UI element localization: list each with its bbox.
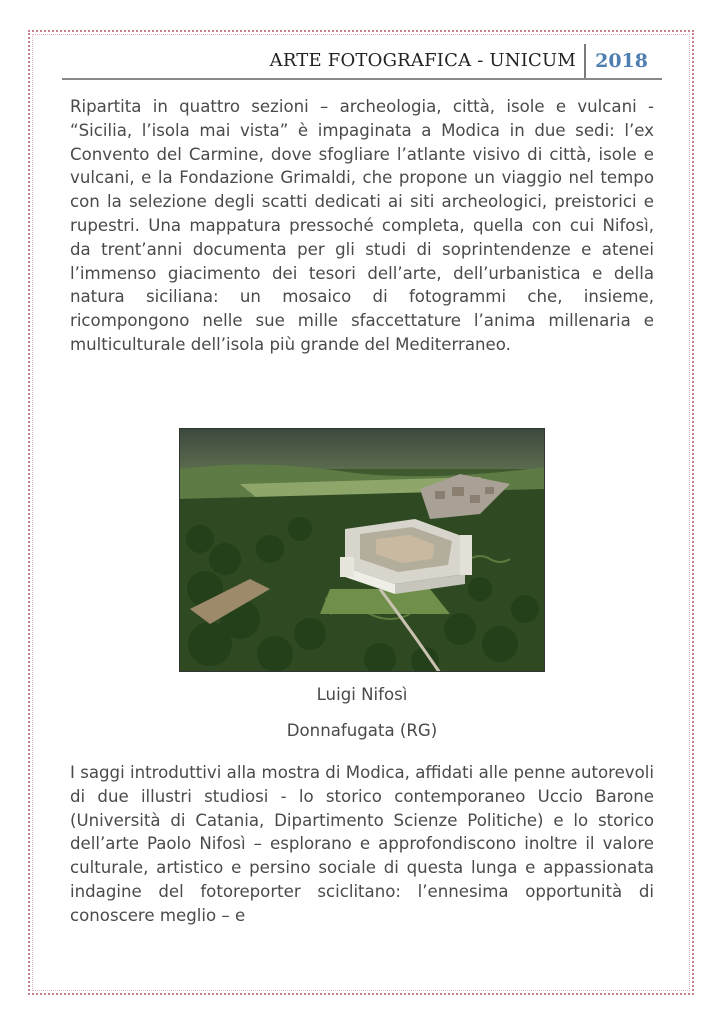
photo-illustration — [180, 429, 545, 672]
paragraph-essays: I saggi introduttivi alla mostra di Modica, affidati alle penne autorevoli di due illustri studiosi - lo storico contemporaneo Uccio Barone (Università di Catania, Dipartimento Scienze Politiche) e lo storico dell’arte Paolo Nifosì – esplorano e approfondiscono inoltre il valore culturale, artistico e persino sociale di questa lunga e appassionata indagine del fotoreporter sciclitano: l’ennesima opportunità di conoscere meglio – e — [70, 763, 654, 925]
header-year: 2018 — [595, 50, 648, 72]
paragraph-intro: Ripartita in quattro sezioni – archeologia, città, isole e vulcani - “Sicilia, l’isola mai vista” è impaginata a Modica in due sedi: l’ex Convento del Carmine, dove sfogliare l’atlante visivo di città, isole e vulcani, e la Fondazione Grimaldi, che propone un viaggio nel tempo con la selezione degli scatti dedicati ai siti archeologici, preistorici e rupestri. Una mappatura pressoché completa, quella con cui Nifosì, da trent’anni documenta per gli studi di soprintendenze e atenei l’immenso giacimento dei tesori dell’arte, dell’urbanistica e della natura siciliana: un mosaico di fotogrammi che, insieme, ricompongono nelle sue mille sfaccettature l’anima millenaria e multiculturale dell’isola più grande del Mediterraneo. — [70, 97, 654, 354]
photo-caption-author: Luigi Nifosì — [316, 685, 408, 704]
header-title: ARTE FOTOGRAFICA - UNICUM — [269, 50, 576, 71]
header-divider — [584, 44, 586, 78]
header-rule — [62, 78, 662, 80]
photo-caption-place: Donnafugata (RG) — [286, 721, 438, 740]
aerial-photo-castle — [179, 428, 545, 672]
page-header — [62, 44, 662, 80]
